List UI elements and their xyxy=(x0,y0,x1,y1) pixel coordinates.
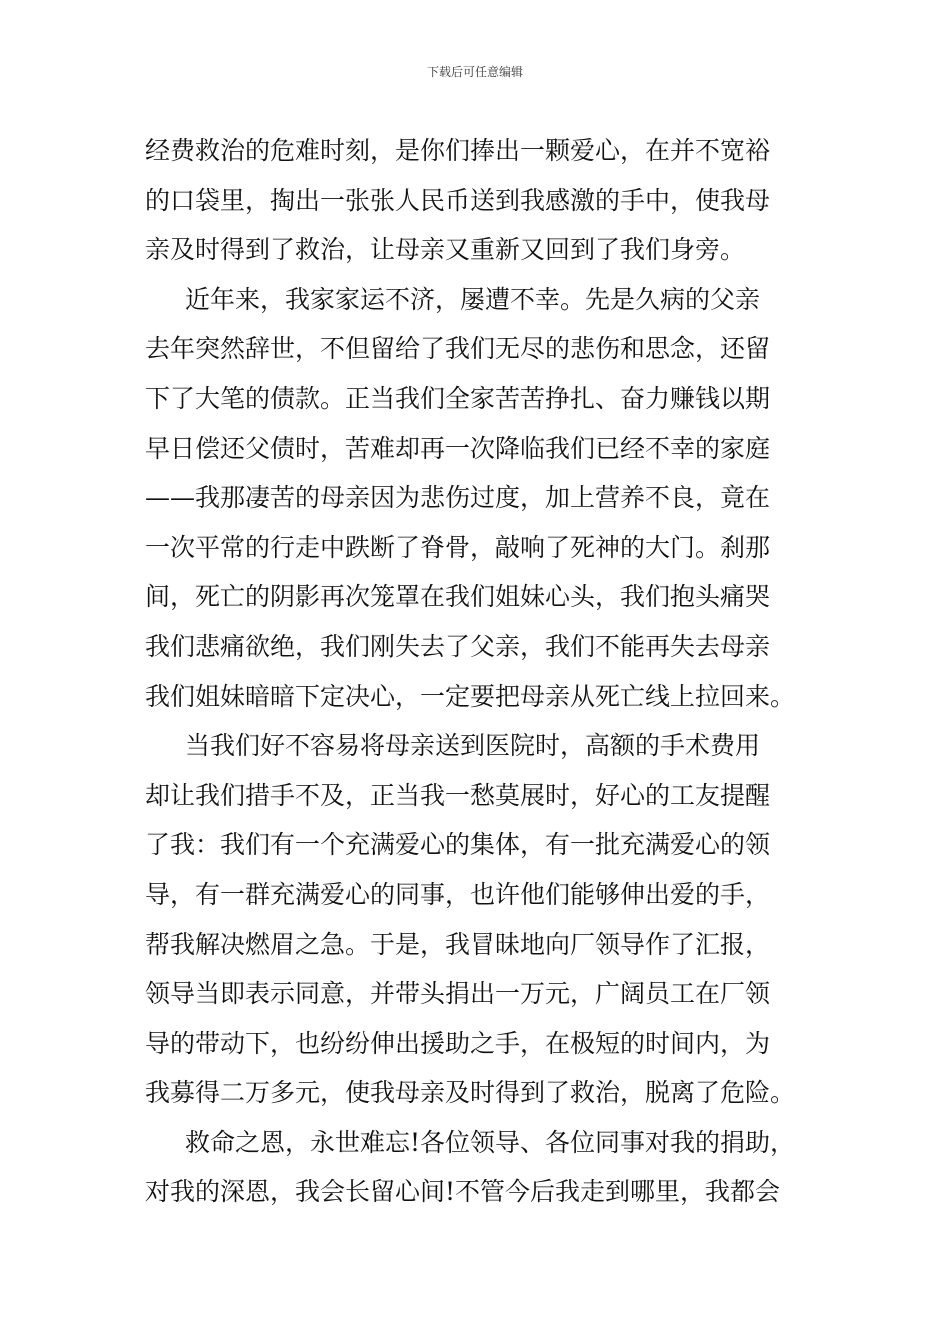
text-line: 我们姐妹暗暗下定决心，一定要把母亲从死亡线上拉回来。 xyxy=(145,681,796,711)
text-line: 的口袋里，掏出一张张人民币送到我感激的手中，使我母 xyxy=(145,185,771,215)
text-line: 领导当即表示同意，并带头捐出一万元，广阔员工在厂领 xyxy=(145,979,771,1009)
text-line: ——我那凄苦的母亲因为悲伤过度，加上营养不良，竟在 xyxy=(145,483,771,513)
text-line: 一次平常的行走中跌断了脊骨，敲响了死神的大门。刹那 xyxy=(145,532,771,562)
page-header: 下载后可任意编辑 xyxy=(426,65,523,79)
document-body xyxy=(145,126,825,1217)
text-line: 帮我解决燃眉之急。于是，我冒昧地向厂领导作了汇报， xyxy=(145,929,771,959)
text-line: 了我：我们有一个充满爱心的集体，有一批充满爱心的领 xyxy=(145,830,771,860)
text-line: 我募得二万多元，使我母亲及时得到了救治，脱离了危险。 xyxy=(145,1078,796,1108)
text-line: 对我的深恩，我会长留心间!不管今后我走到哪里，我都会 xyxy=(145,1177,781,1207)
text-line: 导的带动下，也纷纷伸出援助之手，在极短的时间内，为 xyxy=(145,1028,771,1058)
text-line: 早日偿还父债时，苦难却再一次降临我们已经不幸的家庭 xyxy=(145,433,771,463)
paragraph-first-line: 近年来，我家家运不济，屡遭不幸。先是久病的父亲 xyxy=(185,284,761,314)
text-line: 经费救治的危难时刻，是你们捧出一颗爱心，在并不宽裕 xyxy=(145,136,771,165)
text-line: 却让我们措手不及，正当我一愁莫展时，好心的工友提醒 xyxy=(145,780,771,810)
text-line: 导，有一群充满爱心的同事，也许他们能够伸出爱的手， xyxy=(145,879,771,909)
text-line: 间，死亡的阴影再次笼罩在我们姐妹心头，我们抱头痛哭 xyxy=(145,582,771,612)
text-line: 下了大笔的债款。正当我们全家苦苦挣扎、奋力赚钱以期 xyxy=(145,383,771,413)
paragraph-first-line: 当我们好不容易将母亲送到医院时，高额的手术费用 xyxy=(185,731,761,761)
paragraph-first-line: 救命之恩，永世难忘!各位领导、各位同事对我的捐助， xyxy=(185,1127,796,1157)
text-line: 亲及时得到了救治，让母亲又重新又回到了我们身旁。 xyxy=(145,235,746,265)
text-line: 我们悲痛欲绝，我们刚失去了父亲，我们不能再失去母亲 xyxy=(145,631,771,661)
text-line: 去年突然辞世，不但留给了我们无尽的悲伤和思念，还留 xyxy=(145,334,771,364)
